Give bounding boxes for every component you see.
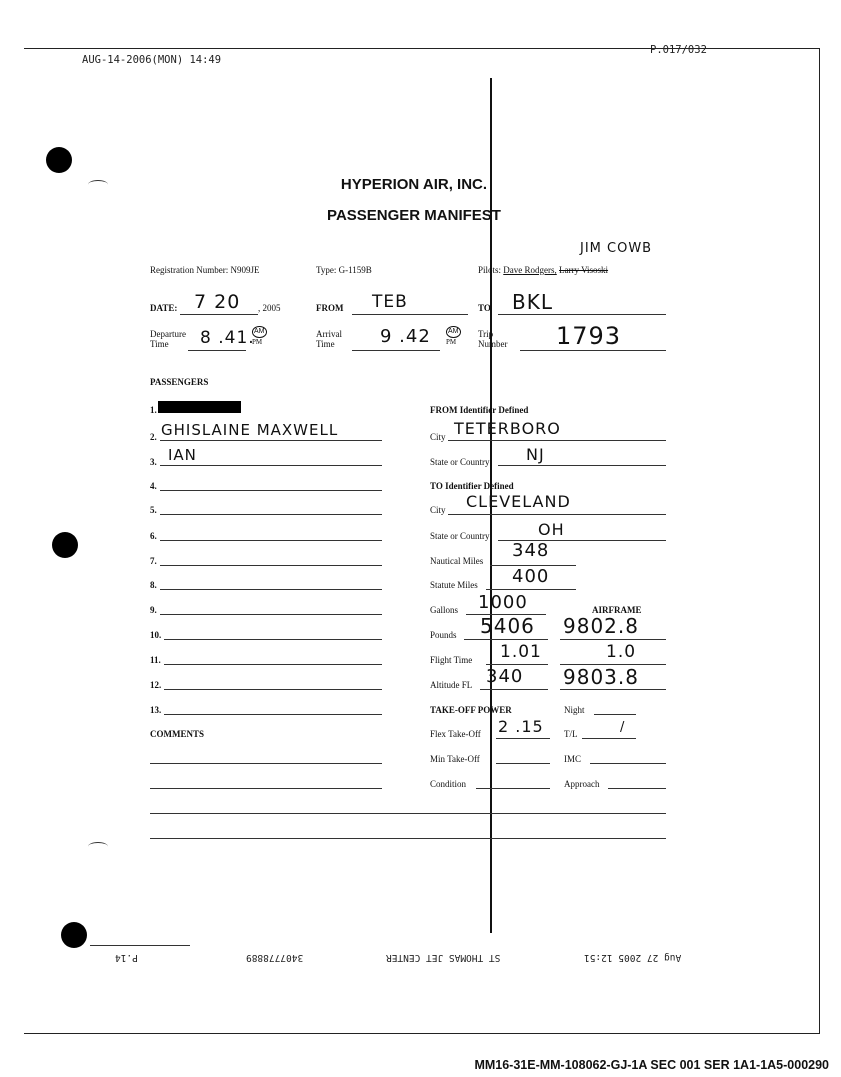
to-line xyxy=(498,314,666,315)
statute-miles-value: 400 xyxy=(512,566,550,587)
registration: Registration Number: N909JE xyxy=(150,265,260,275)
departure-line xyxy=(188,350,246,351)
to-identifier-label: TO Identifier Defined xyxy=(430,481,514,491)
flight-time-label: Flight Time xyxy=(430,655,473,665)
departure-ampm: AM PM xyxy=(252,328,265,346)
from-state-label: State or Country xyxy=(430,457,490,467)
company-name: HYPERION AIR, INC. xyxy=(340,176,488,193)
night-label: Night xyxy=(564,705,585,715)
punch-hole-middle xyxy=(52,532,78,558)
from-identifier-label: FROM Identifier Defined xyxy=(430,405,529,415)
passenger-number: 4. xyxy=(150,481,157,491)
passenger-line xyxy=(164,714,382,715)
fax-header-left: AUG-14-2006(MON) 14:49 xyxy=(82,54,222,66)
airframe-value-1: 9802.8 xyxy=(563,614,639,638)
passengers-heading: PASSENGERS xyxy=(150,377,209,387)
night-line xyxy=(594,714,636,715)
trip-number-value: 1793 xyxy=(556,322,622,350)
min-takeoff-line xyxy=(496,763,550,764)
passenger-line xyxy=(164,639,382,640)
passenger-line xyxy=(160,440,382,441)
flex-takeoff-value: 2 .15 xyxy=(498,717,544,736)
redaction-box xyxy=(158,401,241,413)
punch-hole-bottom xyxy=(61,922,87,948)
departure-label: Departure Time xyxy=(150,329,186,349)
altitude-label: Altitude FL xyxy=(430,680,473,690)
comments-label: COMMENTS xyxy=(150,729,204,739)
passenger-line xyxy=(160,614,382,615)
passenger-number: 12. xyxy=(150,680,162,690)
from-city-line xyxy=(448,440,666,441)
to-city-label: City xyxy=(430,505,446,515)
scan-mark xyxy=(88,180,108,189)
approach-line xyxy=(608,788,666,789)
passenger-number: 3. xyxy=(150,457,157,467)
approach-label: Approach xyxy=(564,779,600,789)
condition-label: Condition xyxy=(430,779,467,789)
to-city-value: CLEVELAND xyxy=(466,492,571,511)
passenger-line xyxy=(164,664,382,665)
footer-line xyxy=(90,945,190,946)
from-city-value: TETERBORO xyxy=(454,419,561,438)
passenger-number: 1. xyxy=(150,405,157,415)
condition-line xyxy=(476,788,550,789)
flight-time-value: 1.01 xyxy=(500,642,542,662)
comments-line xyxy=(150,788,382,789)
airframe-line xyxy=(560,689,666,690)
date-label: DATE: xyxy=(150,303,178,313)
comments-line xyxy=(150,763,382,764)
altitude-value: 340 xyxy=(486,666,524,687)
takeoff-power-label: TAKE-OFF POWER xyxy=(430,705,512,715)
to-state-value: OH xyxy=(538,520,565,539)
flight-time-line xyxy=(486,664,548,665)
passenger-number: 13. xyxy=(150,705,162,715)
passenger-line xyxy=(160,490,382,491)
passenger-number: 5. xyxy=(150,505,157,515)
arrival-line xyxy=(352,350,440,351)
from-line xyxy=(352,314,468,315)
imc-line xyxy=(590,763,666,764)
footer-fax-number: 3407778889 xyxy=(246,952,304,963)
gallons-label: Gallons xyxy=(430,605,458,615)
aircraft-type: Type: G-1159B xyxy=(316,265,372,275)
nautical-miles-label: Nautical Miles xyxy=(430,556,484,566)
page-border-bottom xyxy=(24,1033,820,1034)
tl-line xyxy=(582,738,636,739)
passenger-line xyxy=(160,514,382,515)
tl-label: T/L xyxy=(564,729,578,739)
pounds-label: Pounds xyxy=(430,630,457,640)
passenger-number: 6. xyxy=(150,531,157,541)
passenger-name: GHISLAINE MAXWELL xyxy=(161,421,339,439)
passenger-number: 7. xyxy=(150,556,157,566)
gallons-value: 1000 xyxy=(478,592,528,613)
nautical-miles-value: 348 xyxy=(512,540,550,561)
imc-label: IMC xyxy=(564,754,582,764)
from-city-label: City xyxy=(430,432,446,442)
scan-mark xyxy=(88,842,108,851)
footer-fax-date: Aug 27 2005 12:51 xyxy=(584,952,682,963)
arrival-ampm: AM PM xyxy=(446,328,459,346)
footer-fax-page: P.14 xyxy=(115,952,138,963)
fax-header-right: P.017/032 xyxy=(650,44,707,56)
to-state-label: State or Country xyxy=(430,531,490,541)
passenger-line xyxy=(160,465,382,466)
date-line xyxy=(180,314,258,315)
passenger-line xyxy=(164,689,382,690)
airframe-line xyxy=(560,639,666,640)
altitude-line xyxy=(480,689,548,690)
departure-value: 8 .41. xyxy=(200,328,255,348)
footer-fax-sender: ST THOMAS JET CENTER xyxy=(386,952,501,963)
from-state-value: NJ xyxy=(526,445,545,464)
pounds-line xyxy=(464,639,548,640)
airframe-value-3: 9803.8 xyxy=(563,665,639,689)
bates-number: MM16-31E-MM-108062-GJ-1A SEC 001 SER 1A1-1A5-000290 xyxy=(474,1058,829,1072)
passenger-line xyxy=(160,589,382,590)
to-city-line xyxy=(448,514,666,515)
date-year: , 2005 xyxy=(258,303,281,313)
flex-takeoff-label: Flex Take-Off xyxy=(430,729,481,739)
passenger-line xyxy=(160,540,382,541)
flex-takeoff-line xyxy=(496,738,550,739)
comments-line xyxy=(150,838,666,839)
comments-line xyxy=(150,813,666,814)
date-value: 7 20 xyxy=(194,291,241,313)
passenger-number: 2. xyxy=(150,432,157,442)
from-label: FROM xyxy=(316,303,344,313)
passenger-number: 8. xyxy=(150,580,157,590)
statute-miles-label: Statute Miles xyxy=(430,580,478,590)
airframe-value-2: 1.0 xyxy=(606,642,637,662)
passenger-name: IAN xyxy=(168,446,197,464)
passenger-number: 9. xyxy=(150,605,157,615)
pilot-handwritten: JIM COWB xyxy=(580,241,653,256)
min-takeoff-label: Min Take-Off xyxy=(430,754,480,764)
airframe-label: AIRFRAME xyxy=(592,605,642,615)
from-value: TEB xyxy=(372,292,408,312)
trip-number-line xyxy=(520,350,666,351)
pilots: Pilots: Dave Rodgers, Larry Visoski xyxy=(478,265,609,275)
to-value: BKL xyxy=(512,290,553,314)
page-border-right xyxy=(819,48,820,1034)
arrival-value: 9 .42 xyxy=(380,326,431,347)
passenger-number: 10. xyxy=(150,630,162,640)
to-label: TO xyxy=(478,303,491,313)
tl-value: / xyxy=(620,720,626,735)
arrival-label: Arrival Time xyxy=(316,329,342,349)
passenger-number: 11. xyxy=(150,655,161,665)
from-state-line xyxy=(498,465,666,466)
punch-hole-top xyxy=(46,147,72,173)
trip-number-label: Trip Number xyxy=(478,329,508,349)
form-title: PASSENGER MANIFEST xyxy=(327,207,501,224)
statute-miles-line xyxy=(486,589,576,590)
passenger-line xyxy=(160,565,382,566)
pounds-value: 5406 xyxy=(480,614,535,638)
